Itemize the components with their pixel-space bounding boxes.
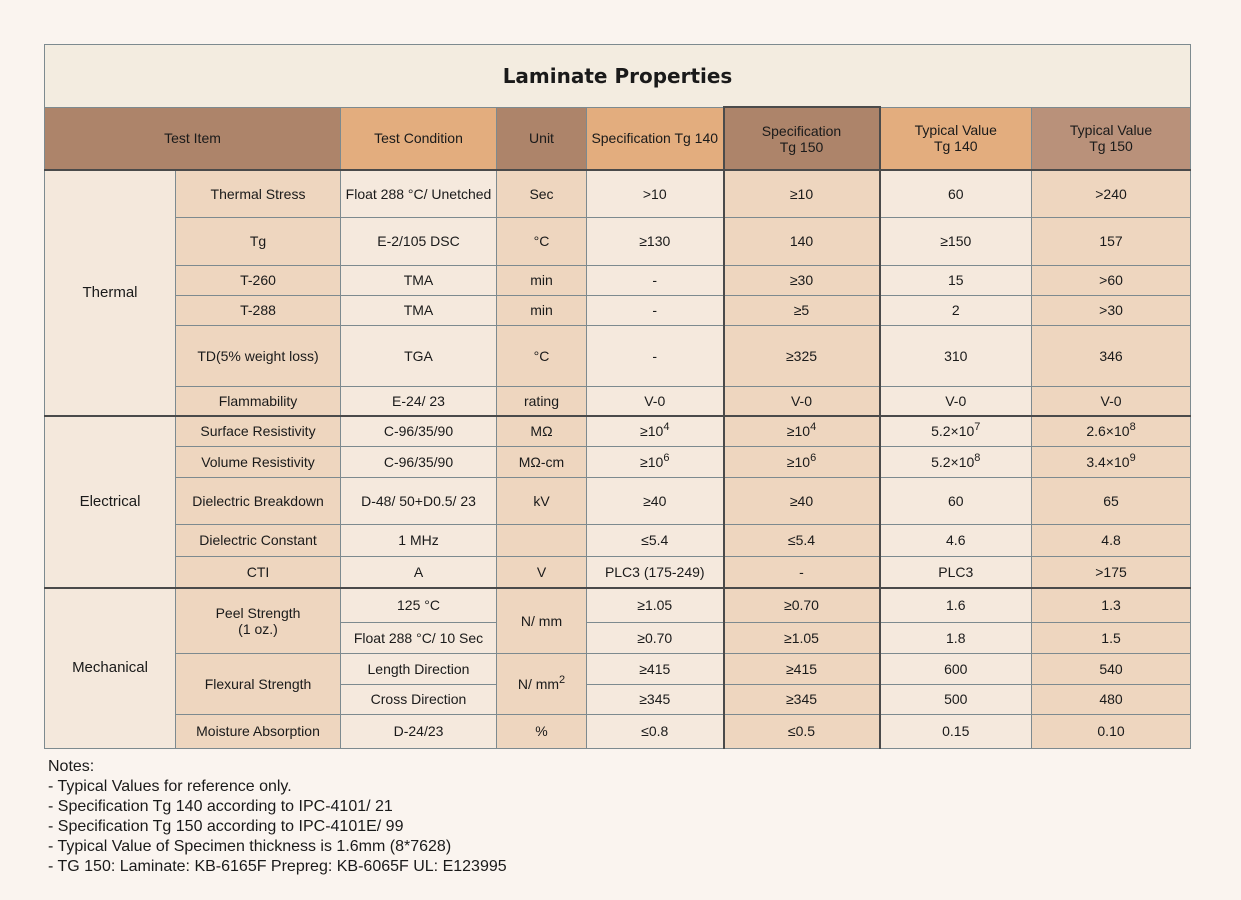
unit-cell: N/ mm xyxy=(497,588,587,653)
table-row xyxy=(45,714,1191,748)
condition-cell: 125 °C xyxy=(341,588,497,622)
item-peel-strength: Peel Strength (1 oz.) xyxy=(176,588,341,653)
unit-cell: min xyxy=(497,295,587,325)
item-flexural-strength: Flexural Strength xyxy=(176,653,341,714)
typ140-cell: ≥150 xyxy=(880,217,1032,265)
typ150-cell: 346 xyxy=(1032,325,1191,386)
unit-cell: % xyxy=(497,714,587,748)
typ150-cell: $2.6\times 10^8$ xyxy=(1032,416,1191,446)
table-title: Laminate Properties xyxy=(45,45,1191,108)
typ150-cell: 157 xyxy=(1032,217,1191,265)
spec150-cell: ≥415 xyxy=(724,653,880,684)
item-surface-resistivity: Surface Resistivity xyxy=(176,416,341,446)
spec140-cell: ≥0.70 xyxy=(587,622,724,653)
spec150-cell: ≥345 xyxy=(724,684,880,714)
laminate-properties-sheet xyxy=(44,44,1190,749)
spec150-cell: ≥0.70 xyxy=(724,588,880,622)
condition-cell: C-96/35/90 xyxy=(341,446,497,477)
item-tg: Tg xyxy=(176,217,341,265)
typ140-cell: 15 xyxy=(880,265,1032,295)
item-dielectric-constant: Dielectric Constant xyxy=(176,524,341,556)
spec150-cell: $\ge 10^6$ xyxy=(724,446,880,477)
unit-cell: Sec xyxy=(497,170,587,217)
table-row xyxy=(45,265,1191,295)
condition-cell: D-48/ 50+D0.5/ 23 xyxy=(341,477,497,524)
note-line: - Specification Tg 150 according to IPC-4101E/ 99 xyxy=(48,818,404,835)
category-mechanical: Mechanical xyxy=(45,588,176,748)
condition-cell: C-96/35/90 xyxy=(341,416,497,446)
table-row xyxy=(45,653,1191,684)
table-row xyxy=(45,588,1191,622)
spec150-cell: ≤5.4 xyxy=(724,524,880,556)
typ150-cell: 1.3 xyxy=(1032,588,1191,622)
spec150-cell: ≥10 xyxy=(724,170,880,217)
notes-heading: Notes: xyxy=(48,758,95,775)
unit-cell: N/ $mm^2$ xyxy=(497,653,587,714)
unit-cell: kV xyxy=(497,477,587,524)
notes-block xyxy=(48,757,507,877)
typ150-cell: 0.10 xyxy=(1032,714,1191,748)
typ140-cell: 1.6 xyxy=(880,588,1032,622)
typ140-cell: 1.8 xyxy=(880,622,1032,653)
condition-cell: Float 288 °C/ 10 Sec xyxy=(341,622,497,653)
condition-cell: TMA xyxy=(341,295,497,325)
spec150-cell: 140 xyxy=(724,217,880,265)
item-moisture-absorption: Moisture Absorption xyxy=(176,714,341,748)
typ140-cell: 310 xyxy=(880,325,1032,386)
condition-cell: Float 288 °C/ Unetched xyxy=(341,170,497,217)
typ150-cell: >60 xyxy=(1032,265,1191,295)
note-line: - Typical Values for reference only. xyxy=(48,778,292,795)
spec150-cell: ≥1.05 xyxy=(724,622,880,653)
typ140-cell: 4.6 xyxy=(880,524,1032,556)
table-row xyxy=(45,524,1191,556)
unit-cell xyxy=(497,524,587,556)
header-row xyxy=(45,107,1191,170)
typ140-cell: PLC3 xyxy=(880,556,1032,588)
item-dielectric-breakdown: Dielectric Breakdown xyxy=(176,477,341,524)
item-cti: CTI xyxy=(176,556,341,588)
spec140-cell: $\ge 10^6$ xyxy=(587,446,724,477)
condition-cell: Length Direction xyxy=(341,653,497,684)
item-t260: T-260 xyxy=(176,265,341,295)
typ150-cell: 480 xyxy=(1032,684,1191,714)
typ140-cell: $5.2\times 10^8$ xyxy=(880,446,1032,477)
header-test-condition: Test Condition xyxy=(341,107,497,170)
spec140-cell: PLC3 (175-249) xyxy=(587,556,724,588)
typ150-cell: 1.5 xyxy=(1032,622,1191,653)
typ150-cell: >240 xyxy=(1032,170,1191,217)
typ150-cell: >175 xyxy=(1032,556,1191,588)
category-thermal: Thermal xyxy=(45,170,176,416)
spec150-cell: $\ge 10^4$ xyxy=(724,416,880,446)
spec140-cell: $\ge 10^4$ xyxy=(587,416,724,446)
typ140-cell: 60 xyxy=(880,170,1032,217)
properties-table xyxy=(44,44,1191,749)
spec150-cell: V-0 xyxy=(724,386,880,416)
table-row xyxy=(45,217,1191,265)
note-line: - TG 150: Laminate: KB-6165F Prepreg: KB-6065F UL: E123995 xyxy=(48,858,507,875)
condition-cell: TGA xyxy=(341,325,497,386)
typ150-cell: 4.8 xyxy=(1032,524,1191,556)
item-t288: T-288 xyxy=(176,295,341,325)
table-row xyxy=(45,556,1191,588)
table-row xyxy=(45,446,1191,477)
condition-cell: A xyxy=(341,556,497,588)
condition-cell: E-24/ 23 xyxy=(341,386,497,416)
typ140-cell: 600 xyxy=(880,653,1032,684)
note-line: - Specification Tg 140 according to IPC-4101/ 21 xyxy=(48,798,393,815)
spec150-cell: - xyxy=(724,556,880,588)
item-td: TD(5% weight loss) xyxy=(176,325,341,386)
spec140-cell: V-0 xyxy=(587,386,724,416)
typ140-cell: $5.2\times 10^7$ xyxy=(880,416,1032,446)
spec150-cell: ≤0.5 xyxy=(724,714,880,748)
spec140-cell: - xyxy=(587,325,724,386)
unit-cell: rating xyxy=(497,386,587,416)
spec140-cell: - xyxy=(587,265,724,295)
typ140-cell: V-0 xyxy=(880,386,1032,416)
unit-cell: MΩ xyxy=(497,416,587,446)
unit-cell: °C xyxy=(497,325,587,386)
header-unit: Unit xyxy=(497,107,587,170)
condition-cell: Cross Direction xyxy=(341,684,497,714)
item-flammability: Flammability xyxy=(176,386,341,416)
table-row xyxy=(45,416,1191,446)
unit-cell: °C xyxy=(497,217,587,265)
header-spec-tg140: Specification Tg 140 xyxy=(587,107,724,170)
spec140-cell: >10 xyxy=(587,170,724,217)
spec140-cell: ≤5.4 xyxy=(587,524,724,556)
header-typical-tg150: Typical Value Tg 150 xyxy=(1032,107,1191,170)
typ150-cell: $3.4\times 10^9$ xyxy=(1032,446,1191,477)
spec140-cell: ≤0.8 xyxy=(587,714,724,748)
header-spec-tg150: Specification Tg 150 xyxy=(724,107,880,170)
typ140-cell: 2 xyxy=(880,295,1032,325)
spec150-cell: ≥325 xyxy=(724,325,880,386)
spec140-cell: ≥130 xyxy=(587,217,724,265)
typ150-cell: V-0 xyxy=(1032,386,1191,416)
spec150-cell: ≥5 xyxy=(724,295,880,325)
item-volume-resistivity: Volume Resistivity xyxy=(176,446,341,477)
item-thermal-stress: Thermal Stress xyxy=(176,170,341,217)
category-electrical: Electrical xyxy=(45,416,176,588)
unit-cell: min xyxy=(497,265,587,295)
typ150-cell: >30 xyxy=(1032,295,1191,325)
spec150-cell: ≥30 xyxy=(724,265,880,295)
table-row xyxy=(45,386,1191,416)
header-typical-tg140: Typical Value Tg 140 xyxy=(880,107,1032,170)
condition-cell: TMA xyxy=(341,265,497,295)
condition-cell: 1 MHz xyxy=(341,524,497,556)
table-row xyxy=(45,325,1191,386)
header-test-item: Test Item xyxy=(45,107,341,170)
condition-cell: E-2/105 DSC xyxy=(341,217,497,265)
unit-cell: MΩ-cm xyxy=(497,446,587,477)
typ140-cell: 60 xyxy=(880,477,1032,524)
spec140-cell: ≥1.05 xyxy=(587,588,724,622)
typ140-cell: 0.15 xyxy=(880,714,1032,748)
condition-cell: D-24/23 xyxy=(341,714,497,748)
typ140-cell: 500 xyxy=(880,684,1032,714)
spec140-cell: ≥345 xyxy=(587,684,724,714)
note-line: - Typical Value of Specimen thickness is 1.6mm (8*7628) xyxy=(48,838,452,855)
table-row xyxy=(45,170,1191,217)
typ150-cell: 65 xyxy=(1032,477,1191,524)
table-row xyxy=(45,477,1191,524)
spec140-cell: - xyxy=(587,295,724,325)
spec140-cell: ≥415 xyxy=(587,653,724,684)
table-row xyxy=(45,295,1191,325)
unit-cell: V xyxy=(497,556,587,588)
spec140-cell: ≥40 xyxy=(587,477,724,524)
spec150-cell: ≥40 xyxy=(724,477,880,524)
typ150-cell: 540 xyxy=(1032,653,1191,684)
